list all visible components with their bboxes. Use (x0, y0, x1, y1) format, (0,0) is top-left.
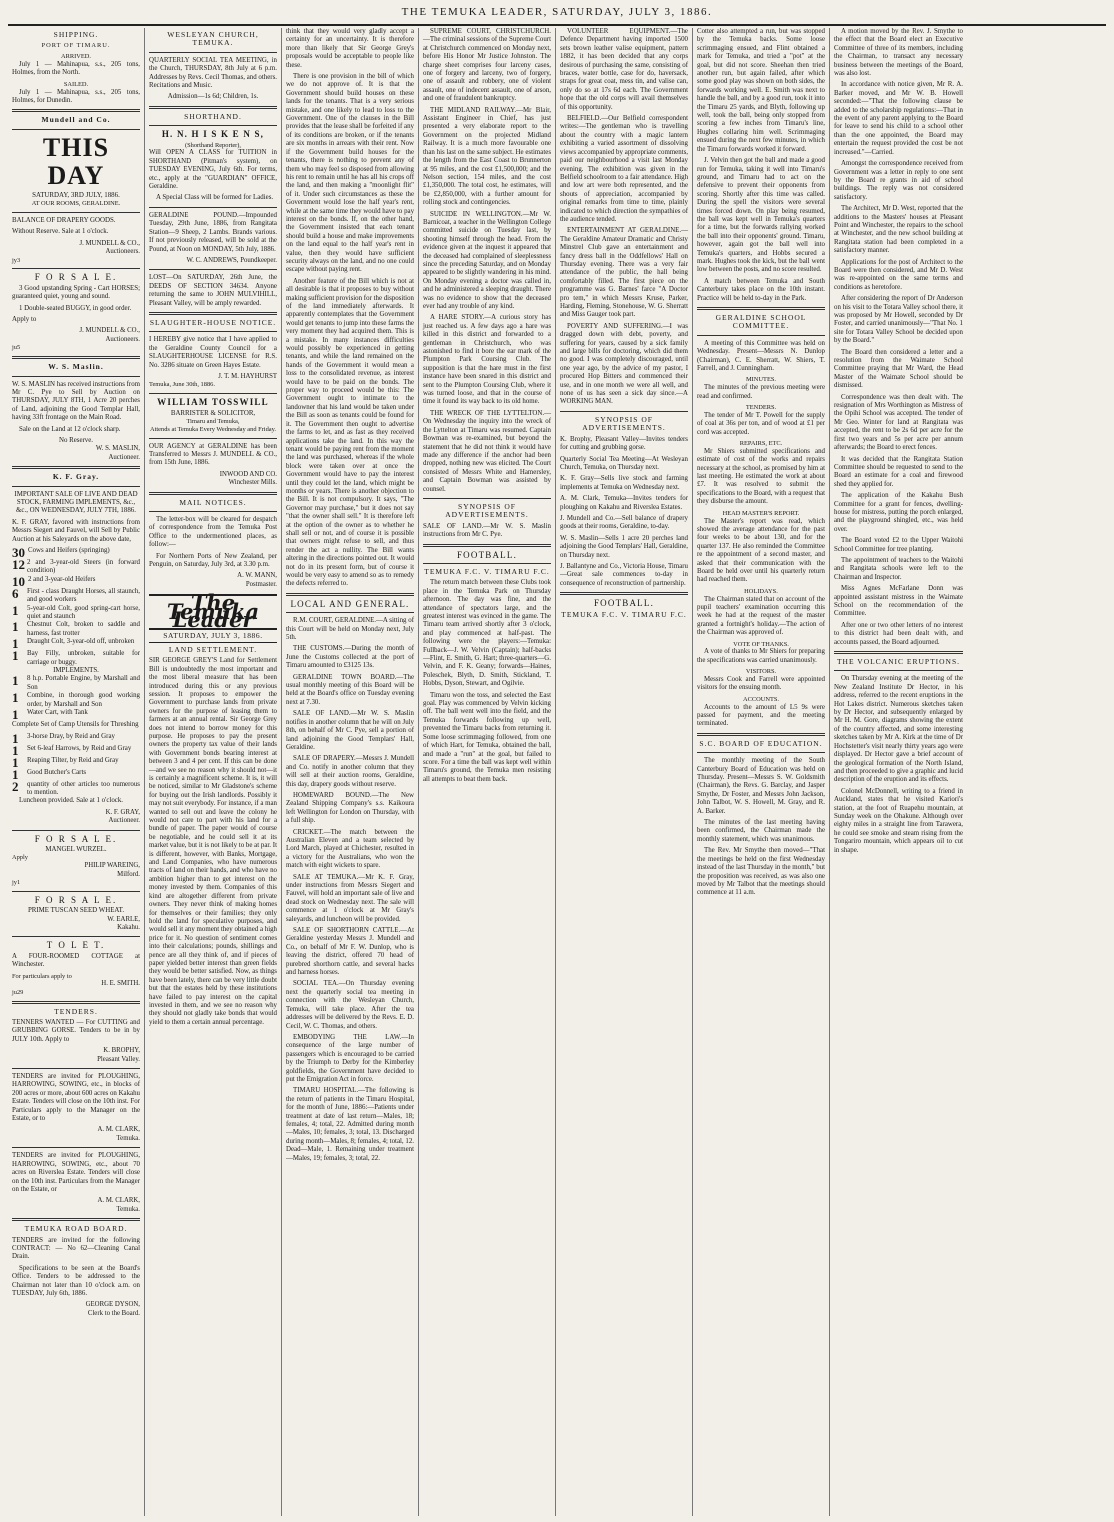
synopsis-heading: SYNOPSIS OF ADVERTISEMENTS. (582, 414, 666, 433)
editorial-text: There is one provision in the bill of which we do not approve of. It is that the Government should build houses on these lands for the tenants. That is a very serious mistake, and one likely to lead to loss to the Government. One of the clauses in the Bill provides that the lease shall be forfeited if any of its conditions are broken, or if the tenants are six months in arrears with their rent. Now if the Government build houses for the tenants, there is nothing to prevent any of them who may feel so disposed from allowing his rent to remain until he has all his crops off the land, and then making a "moonlight flit" of it. Under such circumstances as these the Government would lose the half year's rent, while at the same time they would have to pay interest on the bonds. If, on the other hand, the Government insisted that each tenant should build a house and make improvements on the land equal to the half year's rent in value, then they would have sufficient security always on the land, and no one could escape without paying rent. (286, 73, 415, 274)
arrival-entry: July 1 — Mahinapua, s.s., 205 tons, Holmes, from the North. (12, 61, 140, 77)
board-report: The Board voted £2 to the Upper Waitohi School Committee for tree planting. (834, 537, 963, 553)
newspaper-flag: The Temuka Leader (149, 594, 277, 629)
ad-code: ju5 (12, 344, 21, 352)
divider (12, 936, 140, 937)
lot-item: 1 3-horse Dray, by Reid and Gray (12, 730, 115, 746)
mundell-heading: Mundell and Co. (41, 115, 111, 125)
subheading: VOTE OF THANKS. (733, 640, 789, 648)
hiskens-name: H. N. H I S K E N S, (161, 129, 265, 140)
divider (149, 269, 277, 270)
news-item: VOLUNTEER EQUIPMENT.—The Defence Department having imported 1500 sets brown leather valise equipment, pattern 1882, it has been decided that any corps desirous of purchasing the same, consisting of braces, water bottle, case for do, haversack, straps for great coat, mess tin, and valise can, only do so at 17s 6d each. The Government hope that the old corps will avail themselves of this opportunity. (560, 28, 688, 111)
for-sale-heading: F O R S A L E. (34, 894, 118, 905)
synopsis-item: W. S. Maslin—Sells 1 acre 20 perches land adjoining the Good Templars' Hall, Geraldine, on Thursday next. (560, 534, 688, 559)
local-item: SOCIAL TEA.—On Thursday evening next the quarterly social tea meeting in connection with the Wesleyan Church, Temuka, will take place. After the tea addresses will be delivered by the Revs. E. D. Cecil, W. C. Thomas, and others. (286, 980, 414, 1030)
divider (149, 312, 277, 315)
implements-list-2 (12, 730, 140, 798)
auctioneer-label: Auctioneer. (108, 453, 140, 461)
subheading: REPAIRS, ETC. (739, 440, 783, 448)
news-item: BELFIELD.—Our Belfield correspondent writes:—The gentleman who is travelling about the country with a magic lantern exhibiting a varied assortment of dissolving views accompanied by appropriate comments, paid our neighbourhood a visit last Monday evening. The exhibition was given in the Belfield schoolroom to a fair attendance. High and low art were both represented, and the shouts of appreciation, accompanied by original remarks from time to time, plainly indicated to which direction the sympathies of the audience tended. (560, 115, 689, 223)
editorial-text: SIR GEORGE GREY'S Land for Settlement Bill is undoubtedly the most important and the most liberal measure that has been introduced during this or any previous session. It proposes to empower the Government to purchase lands from private owners for the purpose of leasing them to farmers at an annual rental. Sir George Grey does not intend to borrow money for this purpose. He proposes to pay the present owners the property tax value of their lands with Government bonds bearing interest at between 3 and 4 per cent. If this can be done—and we see no reason why it should not—it is certainly a magnificent scheme. It is, it will be noticed, similar to Mr Gladstone's scheme for buying out the Irish landlords. Possibly it may not suit everybody. For instance, if a man wanted to sell out and leave the colony he would not care to part with his land for a bundle of paper. The paper would of course be negotiable, and he could sell it at its market value, but it is not likely to be at par. It is different, however, with Banks, Mortgage, and Land Companies, who have numerous tracts of land on their hands, and who have no ambition higher than to get interest on the money invested by them. Companies of this kind are altogether different from private owners. They never think of making homes for themselves or their families; they only hold the land for speculative purposes, and would sell it any moment they obtained a high price for it. No question of sentiment comes into their calculations; pounds, shillings and pence are all they think of, and if pieces of paper yielded better interest than green fields they would be better satisfied. Now, as things have been lately, there can be very little doubt but that the estates held by these institutions have failed to pay interest on the capital invested in them, and we see no reason why they should not gladly take bonds that would yield to them a certain annual percentage. (149, 657, 277, 1026)
land-heading: LAND SETTLEMENT. (168, 644, 258, 654)
auctioneers-label: Auctioneers. (105, 335, 140, 343)
no-reserve: No Reserve. (58, 436, 94, 444)
school-report: Accounts to the amount of L5 9s were passed for payment, and the meeting terminated. (697, 703, 825, 728)
barrister-label: BARRISTER & SOLICITOR, (170, 409, 256, 417)
dyson-signature: GEORGE DYSON, (85, 1301, 140, 1309)
subheading: VISITORS. (745, 668, 777, 676)
clark-signature: A. M. CLARK, (97, 1197, 140, 1205)
clerk-label: Clerk to the Board. (87, 1309, 140, 1317)
cottage-ad: A FOUR-ROOMED COTTAGE at Winchester. (12, 952, 140, 969)
column-6 (693, 28, 830, 1516)
divider (149, 331, 277, 332)
board-report: Correspondence was then dealt with. The resignation of Mrs Worthington as Mistress of the Opihi School was accepted. The tender of Mr Geo. Winter for land at Rangitata was accepted, the rent to be 2s 6d per acre for the first two years and 5s per acre per annum afterwards; the Board to erect fences. (834, 393, 963, 452)
notice-date: Temuka, June 30th, 1886. (149, 381, 215, 389)
volcanic-report: Colonel McDonnell, writing to a friend in Auckland, states that he visited Kariori's station, at the foot of Ruapehu mountain, at Sunday week on the Ohakune. Although over eighty miles in a straight line from Tarawera, he could see smoke and steam rising from the Tongariro mountain, which appears oil to cut in shape. (834, 787, 963, 854)
ladies-class-note: A Special Class will be formed for Ladies. (156, 194, 274, 202)
lot-item: 1 Chestnut Colt, broken to saddle and harness, fast trotter (12, 619, 140, 637)
mills-label: Winchester Mills. (228, 479, 277, 487)
school-report: A meeting of this Committee was held on Wednesday. Present—Messrs N. Dunlop (Chairman), C. E. Sherratt, W. Shiers, T. Farrell, and J. Cunningham. (697, 339, 825, 373)
temuka-label: Temuka. (116, 1205, 140, 1213)
lot-item: 2 quantity of other articles too numerous to mention. (12, 778, 140, 796)
match-heading: TEMUKA F.C. V. TIMARU F.C. (561, 609, 687, 619)
board-report: The Architect, Mr D. West, reported that the additions to the Masters' houses at Pleasant Point and Winchester, the repairs to the school at Winchester, and the new school building at Rangitata station had been completed in a satisfactory manner. (834, 205, 963, 255)
postmaster-label: Postmaster. (245, 580, 277, 588)
board-report: A motion moved by the Rev. J. Smythe to the effect that the Board elect an Executive Committee of three of its members, including the Chairman, to transact any necessary business between the meetings of the Board, was also lost. (834, 28, 963, 78)
board-report: Miss Agnes McFarlane Donn was appointed assistant mistress in the Waimate School on the recommendation of the Committee. (834, 585, 963, 618)
for-sale-heading: F O R S A L E. (34, 272, 118, 283)
divider (12, 466, 140, 469)
maslin-heading: W. S. Maslin. (48, 362, 104, 372)
local-item: R.M. COURT, GERALDINE.—A sitting of this Court will be held on Monday next, July 5th. (286, 617, 414, 642)
local-item: THE CUSTOMS.—During the month of June the Customs collected at the port of Timaru amounted to £3125 13s. (286, 645, 414, 670)
subheading: TENDERS. (745, 404, 777, 412)
match-heading: TEMUKA F.C. V. TIMARU F.C. (424, 566, 550, 576)
board-report: Applications for the post of Architect to the Board were then considered, and Mr D. West was re-appointed on the same terms and conditions as heretofore. (834, 258, 963, 291)
divider (12, 1068, 140, 1069)
volcanic-report: On Thursday evening at the meeting of the New Zealand Institute Dr Hector, in his address, referred to the recent eruptions in the Hot Lakes district. Numerous sketches taken by Dr Hector, and subsequently enlarged by Mr H. M. Gore, diagrams showing the extent of the country affected, and some interesting sketches taken by Mr A. Kirk at the time of Dr Hochstetter's visit nearly thirty years ago were displayed. Dr Hector gave a brief account of the geological formation of the North Island, and then proceeded to give a graphic and lucid description of the eruption and its effects. (834, 675, 963, 784)
divider (286, 612, 414, 613)
local-item: SALE OF LAND.—Mr W. S. Maslin notifies in another column that he will on July 8th, on behalf of Mr C. Pye, sell a portion of land adjoining the Good Templars' Hall, Geraldine. (286, 710, 414, 751)
to-let-heading: T O L E T. (46, 940, 106, 951)
sale-location: AT OUR ROOMS, GERALDINE. (31, 200, 121, 208)
mundell-signature: J. MUNDELL & CO., (79, 239, 140, 247)
issue-dateline: SATURDAY, JULY 3, 1886. (149, 632, 277, 643)
board-education-heading: S.C. BOARD OF EDUCATION. (699, 738, 823, 748)
mail-northern: For Northern Ports of New Zealand, per Penguin, on Saturday, July 3rd, at 3.30 p.m. (149, 552, 277, 569)
subheading: MINUTES. (746, 376, 776, 384)
board-report: The Board then considered a letter and a resolution from the Waimate School Committee praying that Mr Ward, the Head Master of the Waimate School should be dismissed. (834, 348, 963, 390)
lot-item: 1 Good Butcher's Carts (12, 766, 87, 782)
board-report: The minutes of the last meeting having been confirmed, the Chairman made the monthly statement, which was unanimous. (697, 819, 825, 843)
divider (423, 498, 551, 499)
auctioneers-label: Auctioneers. (105, 248, 140, 256)
lot-item: 1 5-year-old Colt, good spring-cart horse, quiet and staunch (12, 602, 140, 621)
mann-signature: A. W. MANN, (237, 572, 277, 580)
board-report: After one or two other letters of no interest to this district had been dealt with, and accounts passed, the Board adjourned. (834, 621, 963, 646)
lot-item: 1 Reaping Tilter, by Reid and Gray (12, 754, 119, 770)
news-item: THE MIDLAND RAILWAY.—Mr Blair, Assistant Engineer in Chief, has just presented a very elaborate report to the Government on the projected Midland Railway. It is a much more favourable one than his last on the same subject. He estimates the length from the East Coast to Brunnerton at 95 miles, and the cost £1,500,000; and the Nelson section, 154 miles, and the cost £1,350,000. The total cost, he estimates, will be £2,850,000, with a further amount for rolling stock and contingencies. (423, 106, 551, 207)
news-item: SUPREME COURT, CHRISTCHURCH.—The criminal sessions of the Supreme Court at Christchurch commenced on Monday next, before His Honor Mr Justice Johnston. The charge sheet comprises four larceny cases, one of forgery and larceny, two of forgery, one of assault and robbery, one of violent assault, one of indecent assault, one of arson, and one of fraudulent bankruptcy. (423, 28, 551, 103)
gray-signature: K. F. GRAY, (105, 808, 140, 816)
football-report: A match between Temuka and South Canterbury takes place on the 10th instant. Practice will be held to-day in the Park. (697, 277, 825, 302)
lot-item: 1 Water Cart, with Tank (12, 707, 88, 723)
local-item: HOMEWARD BOUND.—The New Zealand Shipping Company's s.s. Kaikoura left Wellington for London on Thursday, with a full ship. (286, 791, 414, 825)
divider (149, 207, 277, 208)
without-reserve: Without Reserve. Sale at 1 o'clock. (12, 228, 109, 236)
divider (12, 129, 140, 130)
lot-item: 6 First - class Draught Horses, all staunch, and good workers (12, 585, 140, 604)
school-report: A vote of thanks to Mr Shiers for preparing the specifications was carried unanimously. (697, 648, 825, 664)
football-heading: FOOTBALL. (456, 549, 518, 560)
board-report: It was decided that the Rangitata Station Committee should be requested to send to the Board an estimate for a coal and firewood shed they applied for. (834, 455, 963, 488)
drapery-ad: BALANCE OF DRAPERY GOODS. (12, 217, 116, 225)
this-day-heading: THIS DAY (42, 132, 110, 190)
slaughter-notice: I HEREBY give notice that I have applied to the Geraldine County Council for a SLAUGHTERHOUSE LICENSE for R.S. No. 3286 situate on Green Hayes Estate. (149, 336, 277, 369)
shorthand-heading: SHORTHAND. (184, 111, 242, 121)
ad-code: jy3 (12, 256, 21, 264)
football-report: Cotter also attempted a run, but was stopped by the Temuka backs. Some loose scrimmaging ensued, and Flint obtained a mark for Temuka, and tried a "pot" at the goal, but did not score. Sheehan then tried another run, but again failed, after which some good play was shown on both sides, the forwards working well. E. Smith was next to handle the ball, and by a good run, took it into the Timaru 25 yards, and Blyth, following up well, took the ball, being only stopped from scoring a few inches from Timaru's line, Hughes collaring him well. Scrimmaging ensued during the next few minutes, in which the Timaru forwards worked it forward. (697, 28, 825, 153)
clark-signature: A. M. CLARK, (97, 1126, 140, 1134)
column-5 (556, 28, 693, 1516)
road-board-heading: TEMUKA ROAD BOARD. (24, 1224, 128, 1234)
slaughter-heading: SLAUGHTER-HOUSE NOTICE. (149, 317, 277, 327)
column-7 (830, 28, 967, 1516)
board-report: The application of the Kakahu Bush Committee for a grant for fences, dwelling-house for mistress, putting the porch enlarged, and the playground shingled, etc., was held over. (834, 492, 963, 533)
divider (286, 593, 414, 596)
location-label: Timaru and Temuka, (186, 418, 240, 425)
pound-notice: GERALDINE POUND.—Impounded Tuesday, 29th June, 1886, from Rangitata Station—9 Sheep, 2 Lambs. Brands various. If not previously released, will be sold at the Pound, at Noon on MONDAY, 5th July, 1886. (149, 211, 277, 253)
divider (423, 544, 551, 547)
synopsis-item: K. Brophy, Pleasant Valley—Invites tenders for cutting and grubbing gorse. (560, 435, 688, 452)
news-item: A HARE STORY.—A curious story has just reached us. A few days ago a hare was killed in this district and forwarded to a gentleman in Christchurch, who was astonished to find it bore the ear mark of the Plumpton Park Coursing Club. The supposition is that the hare must in the first instance have been snared in this district and sent to the Plumpton Coursing Club, where it was turned loose, and that in the course of time it found its way back to its old home. (423, 314, 551, 406)
divider (149, 511, 277, 512)
divider (834, 651, 963, 654)
subheading: HOLIDAYS. (744, 587, 778, 595)
implements-heading: IMPLEMENTS. (53, 667, 99, 675)
divider (149, 393, 277, 394)
lot-item: 30 Cows and Heifers (springing) (12, 545, 110, 560)
synopsis-item: SALE OF LAND.—Mr W. S. Maslin instructions from Mr C. Pye. (423, 522, 551, 539)
local-item: SALE OF SHORTHORN CATTLE.—At Geraldine yesterday Messrs J. Mundell and Co., on behalf of Mr F. W. Dunlop, who is leaving the district, offered 70 head of purebred shorthorn cattle, and several hacks and harness horses. (286, 927, 414, 977)
divider (12, 891, 140, 892)
kakahu-label: Kakahu. (117, 923, 140, 931)
column-1 (8, 28, 145, 1516)
milford-label: Milford. (117, 870, 140, 878)
arrived-label: ARRIVED. (61, 53, 91, 61)
wesleyan-heading: WESLEYAN CHURCH, TEMUKA. (167, 30, 259, 48)
lot-item: 1 Draught Colt, 3-year-old off, unbroken (12, 636, 135, 652)
divider (12, 376, 140, 377)
agency-notice: OUR AGENCY at GERALDINE has been Transferred to Messrs J. MUNDELL & CO., from 15th June, 1886. (149, 442, 277, 467)
horses-ad: 3 Good upstanding Spring - Cart HORSES; guaranteed quiet, young and sound. (12, 284, 140, 301)
particulars-label: For particulars apply to (12, 972, 72, 980)
maslin-ad: W. S. MASLIN has received instructions from Mr C. Pye to Sell by Auction on THURSDAY, JULY 8TH, 1 Acre 20 perches of Land, adjoining the Good Templar Hall, having 33ft frontage on the Main Road. (12, 380, 140, 422)
local-item: EMBODYING THE LAW.—In consequence of the large number of passengers which is encouraged to be carried by the Triumph to Derby for the Kimberley goldfields, the Government have decided to put the Emigration Act in force. (286, 1033, 414, 1083)
school-report: Messrs Cook and Farrell were appointed visitors for the ensuing month. (697, 675, 825, 692)
news-item: THE WRECK OF THE LYTTELTON.—On Wednesday the inquiry into the wreck of the Lyttelton at Timaru was resumed. Captain Bowman was re-examined, but beyond the statement that he did not think it would have made any difference if the anchor had been dropped, nothing new was elicited. The Court consisted of Messrs White and Hamersley, and Captain Bowman was assisted by counsel. (423, 409, 551, 493)
auctioneer-label: Auctioneer. (108, 817, 140, 825)
news-item: POVERTY AND SUFFERING.—I was dragged down with debt, poverty, and suffering for years, caused by a sick family and large bills for doctoring, which did them no good. I was completely discouraged, until one year ago, by the advice of my pastor, I procured Hop Bitters and commenced their use, and in one month we were all well, and none of us has seen a sick day since.—A WORKING MAN. (560, 322, 688, 406)
tender-specifications: Specifications to be seen at the Board's Office. Tenders to be addressed to the Chairman not later than 10 o'clock a.m. on TUESDAY, July 6th, 1886. (12, 1264, 140, 1297)
synopsis-item: A. M. Clark, Temuka—Invites tenders for ploughing on Kakahu and Riverslea Estates. (560, 495, 688, 511)
divider (834, 670, 963, 671)
mangel-ad: MANGEL WURZEL. (45, 845, 107, 853)
divider (12, 268, 140, 269)
columns (8, 28, 1106, 1516)
football-heading: FOOTBALL. (593, 598, 655, 609)
board-report: The Rev. Mr Smythe then moved—"That the meetings be held on the first Wednesday instead of the last Thursday in the month," but the proposition was received, as was also one moved by Mr Talbot that the meetings should commence at 11 a.m. (697, 847, 825, 897)
lot-item: 1 8 h.p. Portable Engine, by Marshall and Son (12, 673, 140, 691)
maslin-signature: W. S. MASLIN, (95, 445, 140, 453)
wareing-signature: PHILIP WAREING, (84, 862, 140, 870)
brophy-signature: K. BROPHY, (103, 1047, 140, 1055)
local-item: GERALDINE TOWN BOARD.—The usual monthly meeting of this Board will be held at the Board's office on Tuesday evening next at 7.30. (286, 673, 414, 706)
divider (423, 563, 551, 564)
luncheon-note: Luncheon provided. Sale at 1 o'clock. (19, 797, 123, 805)
subheading: HEAD MASTER'S REPORT. (722, 509, 800, 517)
mundell-signature: J. MUNDELL & CO., (79, 327, 140, 335)
column-4 (419, 28, 556, 1516)
divider (697, 733, 825, 736)
implements-list (12, 675, 140, 721)
subheading: ACCOUNTS. (742, 695, 780, 703)
reporter-label: (Shorthand Reporter), (184, 141, 242, 149)
board-report: In accordance with notice given, Mr R. A. Barker moved, and Mr W. B. Howell seconded:—"That the following clause be added to the scholarship regulations:—That in the event of any parent applying to the Board for leave to send his child to a school other than the one appointed, the Board may entertain the request provided the cost be not increased."—Carried. (834, 81, 963, 156)
ad-code: ju29 (12, 988, 24, 996)
divider (149, 125, 277, 126)
buggy-ad: 1 Double-seated BUGGY, in good order. (19, 304, 132, 312)
mail-heading: MAIL NOTICES. (179, 497, 247, 507)
news-item: SUICIDE IN WELLINGTON.—Mr W. Barnicoat, a teacher in the Wellington College committed suicide on Tuesday last, by shooting himself through the head. From the evidence given at the inquest it appeared that the deceased had complained of sleeplessness since the preceding Saturday, and on Monday appeared to be slightly wandering in his mind. On Monday evening a doctor was called in, and he administered a sleeping draught. There was no evidence to show that the deceased ever had any trouble of any kind. (423, 210, 551, 310)
smith-signature: H. E. SMITH. (101, 980, 140, 988)
local-item: SALE AT TEMUKA.—Mr K. F. Gray, under instructions from Messrs Siegert and Fauvel, will hold an important sale of live and dead stock on Wednesday next. The sale will commence at 1 o'clock at Mr Gray's saleyards, and luncheon will be provided. (286, 873, 414, 923)
board-report: The appointment of teachers to the Waitohi and Rangitata schools were left to the Chairman and Inspector. (834, 556, 963, 581)
divider (12, 356, 140, 359)
school-report: The minutes of the previous meeting were read and confirmed. (697, 384, 825, 400)
hayhurst-signature: J. T. M. HAYHURST (218, 372, 277, 380)
apply-label: Apply (12, 854, 28, 862)
local-item: CRICKET.—The match between the Australian Eleven and a team selected by Lord March, played at Chichester, resulted in a victory for the Australians, who won the match with eight wickets to spare. (286, 828, 414, 870)
divider (560, 592, 688, 595)
wheat-ad: PRIME TUSCAN SEED WHEAT. (27, 907, 125, 915)
football-report: Timaru won the toss, and selected the East goal. Play was commenced by Velvin kicking off. The ball went well into the field, and the Temuka forwards following up well, prevented the Timaru backs from returning it. Some loose scrimmaging followed, from one of which Hart, for Temuka, obtained the ball, and made a "run" at the goal, but failed to score. For a time the ball was kept well within Timaru's ground, the Temuka men resisting all attempts to beat them back. (423, 691, 551, 783)
board-report: After considering the report of Dr Anderson on his visit to the Totara Valley school there, it was proposed by Mr Howell, seconded by Dr Foster, and carried unanimously—"That No. 1 site for Totara Valley School be decided upon by the Board." (834, 295, 963, 345)
divider (697, 752, 825, 753)
ad-code: jy1 (12, 878, 21, 886)
tender-canal: TENDERS are invited for the following CONTRACT: — No 62—Cleaning Canal Drain. (12, 1236, 140, 1261)
pleasant-valley-label: Pleasant Valley. (97, 1055, 140, 1063)
divider (697, 307, 825, 310)
school-report: Mr Shiers submitted specifications and estimate of cost of the works and repairs necessary at the school, as promised by him at last meeting. He estimated the work at about £7. It was resolved to submit the specifications to the Board, with a request that they disburse the amount. (697, 447, 825, 506)
camp-utensils: Complete Set of Camp Utensils for Threshing (12, 721, 139, 729)
gray-ad: K. F. GRAY, favored with instructions from Messrs Siegert and Fauvel, will Sell by Public Auction at his Saleyards on the above date, (12, 518, 140, 543)
gray-heading: K. F. Gray. (52, 472, 100, 482)
divider (12, 109, 140, 112)
school-report: The Chairman stated that on account of the pupil teachers' examination occurring this week he had at the request of the master granted a fortnight's holiday.—The action of the Chairman was approved of. (697, 595, 825, 637)
divider (149, 438, 277, 439)
column-2 (145, 28, 282, 1516)
lot-item: 10 2 and 3-year-old Heifers (12, 573, 96, 589)
shipping-heading: SHIPPING. (53, 30, 99, 39)
volcanic-heading: THE VOLCANIC ERUPTIONS. (836, 657, 961, 667)
divider (12, 830, 140, 831)
lot-item: 1 Combine, in thorough good working order, by Marshall and Son (12, 690, 140, 708)
divider (12, 486, 140, 487)
divider (149, 106, 277, 109)
sale-on-land: Sale on the Land at 12 o'clock sharp. (19, 425, 121, 433)
sailed-label: SAILED. (63, 80, 89, 88)
synopsis-item: Quarterly Social Tea Meeting—At Wesleyan Church, Temuka, on Thursday next. (560, 455, 688, 471)
board-report: The monthly meeting of the South Canterbury Board of Education was held on Thursday. Present—Messrs S. W. Goldsmith (Chairman), the Revs. G. Barclay, and Jasper Smythe, Dr Foster, and Messrs John Jackson, John Talbot, W. S. Howell, M. Gray, and R. A. Barker. (697, 757, 825, 815)
page-masthead: THE TEMUKA LEADER, SATURDAY, JULY 3, 1886. (8, 6, 1106, 26)
tender-gorse: TENNERS WANTED — For CUTTING and GRUBBING GORSE. Tenders to be in by JULY 10th. Apply to (12, 1019, 140, 1043)
column-3 (282, 28, 419, 1516)
board-report: Amongst the correspondence received from Government was a letter in reply to one sent by the Board re grants in aid of school buildings. The reply was not considered satisfactory. (834, 160, 963, 201)
admission-note: Admission—1s 6d; Children, 1s. (167, 93, 259, 101)
divider (12, 1147, 140, 1148)
divider (560, 411, 688, 412)
temuka-label: Temuka. (116, 1134, 140, 1142)
tender-riverslea: TENDERS are invited for PLOUGHING, HARROWING, SOWING, etc., about 70 acres on Riverslea Estate. Tenders will close on the 10th inst. Particulars from the Manager on the Estate, or (12, 1152, 140, 1193)
editorial-text: Another feature of the Bill which is not at all desirable is that it proposes to buy without making sufficient provision for the disposition of the land immediately afterwards. It apparently contemplates that the Government would get tenants to jump into these farms the very moment they had acquired them. This is a mistake. In many instances difficulties would possibly be experienced in getting tenants, and while the land remained on the hands of the Government it would mean a loss to the consolidated revenue, as interest would have to be paid on the bonds. The proper way to proceed would be this: The Government ought to intimate to the landowner that his land would be taken under the Bill as soon as tenants could be found for it. The Government then ought to advertise the farms to let, and as fast as they received applications take the land. In this way the tenant would be paying rent from the moment the land was purchased, whereas if the whole block were taken over at once the Government would have to pay the interest until they could let the land, which might be months or years. There is another objection to the Bill. It is not compulsory. It says, "The Governor may purchase," but it does not say "that the owner shall sell." It is therefore left at the option of the owner as to whether he shall sell or not, and of course it is possible that owners might refuse to sell, and thus render the act a nullity. The Bill wants altering in the directions pointed out. It would not do in its present form, but of course it would be very easy to amend so as to remedy the defects referred to. (286, 277, 414, 588)
divider (697, 335, 825, 336)
port-heading: PORT OF TIMARU. (41, 42, 111, 50)
local-heading: LOCAL AND GENERAL. (290, 598, 410, 609)
synopsis-item: J. Mundell and Co.—Sell balance of drapery goods at their rooms, Geraldine, to-day. (560, 514, 688, 531)
lot-item: 12 2 and 3-year-old Steers (in forward condition) (12, 557, 140, 575)
lot-item: 1 Set 6-leaf Harrows, by Reid and Gray (12, 742, 132, 758)
local-item: SALE OF DRAPERY.—Messrs J. Mundell and Co. notify in another column that they will sell at their auction rooms, Geraldine, this day, drapery goods without reserve. (286, 755, 414, 788)
shorthand-class-ad: Will OPEN A CLASS for TUITION in SHORTHAND (Pitman's system), on TUESDAY EVENING, July 6th. For terms, etc., apply at the "GUARDIAN" OFFICE, Geraldine. (149, 149, 277, 191)
inwood-signature: INWOOD AND CO. (219, 470, 277, 478)
attendance-label: Attends at Temuka Every Wednesday and Friday. (150, 425, 276, 433)
synopsis-item: K. F. Gray—Sells live stock and farming implements at Temuka on Wednesday next. (560, 475, 688, 491)
sale-date: SATURDAY, 3RD JULY, 1886. (32, 191, 120, 199)
editorial-text: think that they would very gladly accept a certainty for an uncertainty. It is therefore more than likely that Sir George Grey's proposals would be acceptable to people like these. (286, 28, 414, 69)
lot-item: 1 Bay Filly, unbroken, suitable for carriage or buggy. (12, 648, 140, 666)
apply-label: Apply to (12, 316, 37, 324)
tender-kakahu: TENDERS are invited for PLOUGHING, HARROWING, SOWING, etc., in blocks of 200 acres or more, about 600 acres on Kakahu Estate. Tenders will close on the 10th inst. For Particulars apply to the Manager on the Estate, or to (12, 1073, 141, 1123)
news-item: ENTERTAINMENT AT GERALDINE.—The Geraldine Amateur Dramatic and Christy Minstrel Club gave an entertainment and fancy dress ball in the Oddfellows' Hall on Thursday evening. There was a very fair attendance of the public, the hall being comfortably filled. The first piece on the programme was G. Barnes' farce "A Doctor pro tem," in which Messrs Kruse, Parker, Harding, Fleming, Stonehouse, W. G. Sherratt and Miss Gauger took part. (560, 227, 688, 319)
divider (12, 1001, 140, 1004)
school-committee-heading: GERALDINE SCHOOL COMMITTEE. (715, 313, 807, 331)
poundkeeper-signature: W. C. ANDREWS, Poundkeeper. (186, 256, 277, 264)
school-report: The Master's report was read, which showed the average attendance for the past four weeks to be about 130, and for the quarter 137. He also reminded the Committee re the appointment of a second master, and asked that their communication with the Board be held over until his quarterly return had reached them. (697, 517, 825, 584)
school-report: The tender of Mr T. Powell for the supply of coal at 36s per ton, and of wood at £1 per cord was accepted. (697, 411, 825, 436)
divider (149, 52, 277, 53)
lot-list (12, 547, 140, 667)
divider (12, 1218, 140, 1221)
earle-signature: W. EARLE, (107, 915, 140, 923)
social-tea-ad: QUARTERLY SOCIAL TEA MEETING, in the Church, THURSDAY, 8th July at 6 p.m. Addresses by Revs. Cecil Thomas, and others. Recitations and Music. (149, 56, 277, 90)
lost-deeds-notice: LOST—On SATURDAY, 26th June, the DEEDS OF SECTION 34634. Anyone returning the same to JOHN MULVIHILL, Pleasant Valley, will be amply rewarded. (149, 274, 277, 307)
divider (12, 212, 140, 213)
tenders-heading: TENDERS. (54, 1006, 98, 1016)
synopsis-item: J. Ballantyne and Co., Victoria House, Timaru—Great sale commences to-day in consequence of reconstruction of partnership. (560, 562, 688, 587)
local-item: TIMARU HOSPITAL.—The following is the return of patients in the Timaru Hospital, for the month of June, 1886:—Patients under treatment at date of last return—Males, 18; females, 4; total, 22. Admitted during month—Males, 10; females, 3; total, 13. Discharged during month—Males, 8; females, 4; total, 12. Dead—Male, 1. Remaining under treatment—Males, 19; females, 3; total, 22. (286, 1087, 414, 1162)
sailing-entry: July 1 — Mahinapua, s.s., 205 tons, Holmes, for Dunedin. (12, 88, 140, 105)
for-sale-heading: F O R S A L E. (34, 833, 118, 844)
football-report: The return match between these Clubs took place in the Temuka Park on Thursday afternoon. The day was fine, and the attendance of spectators large, and the greatest interest was evinced in the game. The Timaru team arrived shortly after 3 o'clock, and play commenced at half-past. The following were the players:—Temuka: Fullback—J. W. Velvin (Captain); half-backs—Flint, E. Smith, G. Hart; three-quarters—G. Velvin, and F. K. Geany; forwards—Haines, Poleschek, Blyth, D. Smith, Stickland, T. Hobbs, Dyson, Stewart, and Ogilvie. (423, 579, 551, 688)
tosswill-name: WILLIAM TOSSWILL (157, 397, 269, 408)
important-sale: IMPORTANT SALE OF LIVE AND DEAD STOCK, FARMING IMPLEMENTS, &c., &c., ON WEDNESDAY, JULY 7TH, 1886. (14, 490, 138, 515)
synopsis-heading: SYNOPSIS OF ADVERTISEMENTS. (445, 501, 529, 520)
divider (149, 492, 277, 495)
mail-notice: The letter-box will be cleared for despatch of correspondence from the Temuka Post Office to the undermentioned places, as follow:— (149, 516, 277, 549)
football-report: J. Velvin then got the ball and made a good run for Temuka, taking it well into Timaru's ground, and Timaru had to act on the defensive to prevent their opponents from scoring. Shortly after this time was called. During the spell the visitors were several times forced down. On play being resumed, the ball was kept well in Temuka's quarters for a time, but the forwards rallying worked the ball into their opponents' ground. Timaru, however, again got the ball well into Temuka's quarters, and Hobbs secured a mark. Hughes took the kick, but the ball went low between the posts, and no score resulted. (697, 157, 825, 274)
